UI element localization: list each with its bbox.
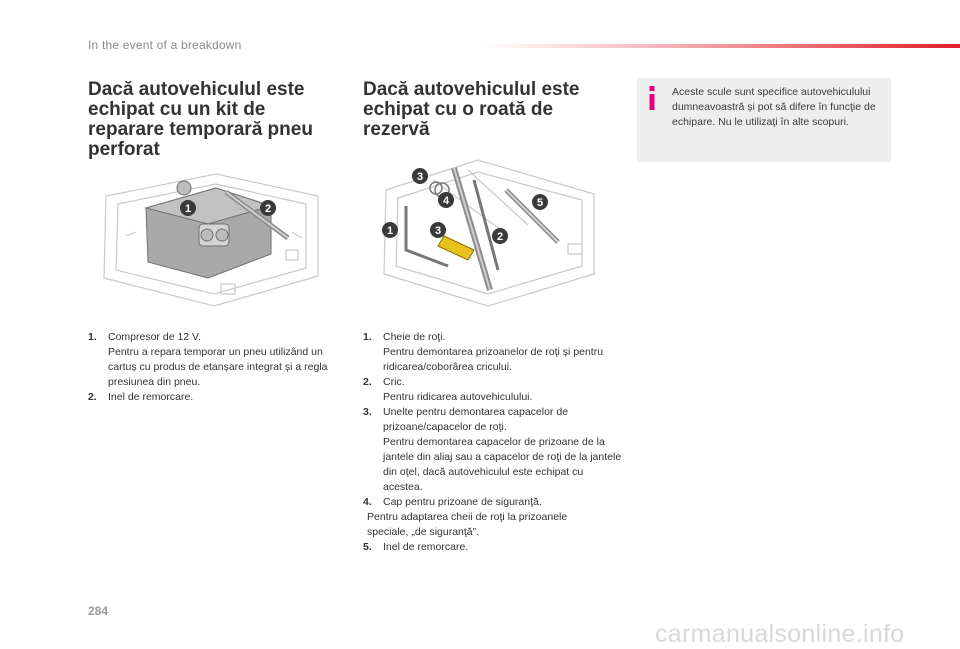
spare-wheel-tools-illustration (378, 150, 600, 310)
marker-2 (260, 200, 276, 216)
marker-4 (438, 192, 454, 208)
svg-text:2: 2 (264, 203, 272, 215)
svg-text:1: 1 (184, 203, 192, 215)
list-item: 3. Unelte pentru demontarea capacelor de prizoane/capacelor de roţi. Pentru demontarea capacelor de prizoane de la jantele din aliaj sau a capacelor de roţi de la jantele din oţel, dacă autovehiculul este echipat cu acestea. (363, 406, 622, 493)
header-title: In the event of a breakdown (88, 38, 242, 52)
marker-2 (492, 228, 508, 244)
marker-5 (532, 194, 548, 210)
svg-text:5: 5 (536, 197, 544, 209)
section-spare-title: Dacă autovehiculul este echipat cu o roată de rezervă (363, 79, 580, 140)
list-item: 4. Cap pentru prizoane de siguranţă. (363, 496, 542, 508)
watermark: carmanualsonline.info (655, 620, 905, 648)
spare-items-list (363, 330, 623, 555)
list-item: 1. Compresor de 12 V. Pentru a repara temporar un pneu utilizând un cartuș cu produs de etanșare integrat și a regla presiunea din pneu. (88, 331, 328, 388)
marker-3a (412, 168, 428, 184)
list-item: 2. Cric. Pentru ridicarea autovehiculului. (363, 376, 533, 403)
marker-1 (382, 222, 398, 238)
svg-text:2: 2 (496, 231, 504, 243)
list-item: 1. Cheie de roţi. Pentru demontarea prizoanelor de roţi și pentru ridicarea/coborârea cricului. (363, 331, 604, 373)
info-text: Aceste scule sunt specifice autovehiculului dumneavoastră și pot să difere în funcţie de echipare. Nu le utilizaţi în alte scopuri. (672, 86, 876, 128)
kit-items-list (88, 330, 348, 405)
svg-text:1: 1 (386, 225, 394, 237)
svg-text:4: 4 (442, 195, 450, 207)
list-item: 5. Inel de remorcare. (363, 541, 469, 553)
marker-3b (430, 222, 446, 238)
list-item: 2. Inel de remorcare. (88, 391, 194, 403)
section-kit-title: Dacă autovehiculul este echipat cu un kit de reparare temporară pneu perforat (88, 79, 313, 160)
info-icon (647, 86, 657, 110)
svg-text:3: 3 (434, 225, 442, 237)
marker-1 (180, 200, 196, 216)
page-number: 284 (88, 604, 109, 618)
svg-text:3: 3 (416, 171, 424, 183)
header-accent-bar (480, 44, 960, 48)
info-box (637, 78, 891, 162)
repair-kit-illustration (96, 166, 324, 314)
list-item-continuation: Pentru adaptarea cheii de roţi la prizoanele speciale, „de siguranţă”. (367, 511, 568, 538)
